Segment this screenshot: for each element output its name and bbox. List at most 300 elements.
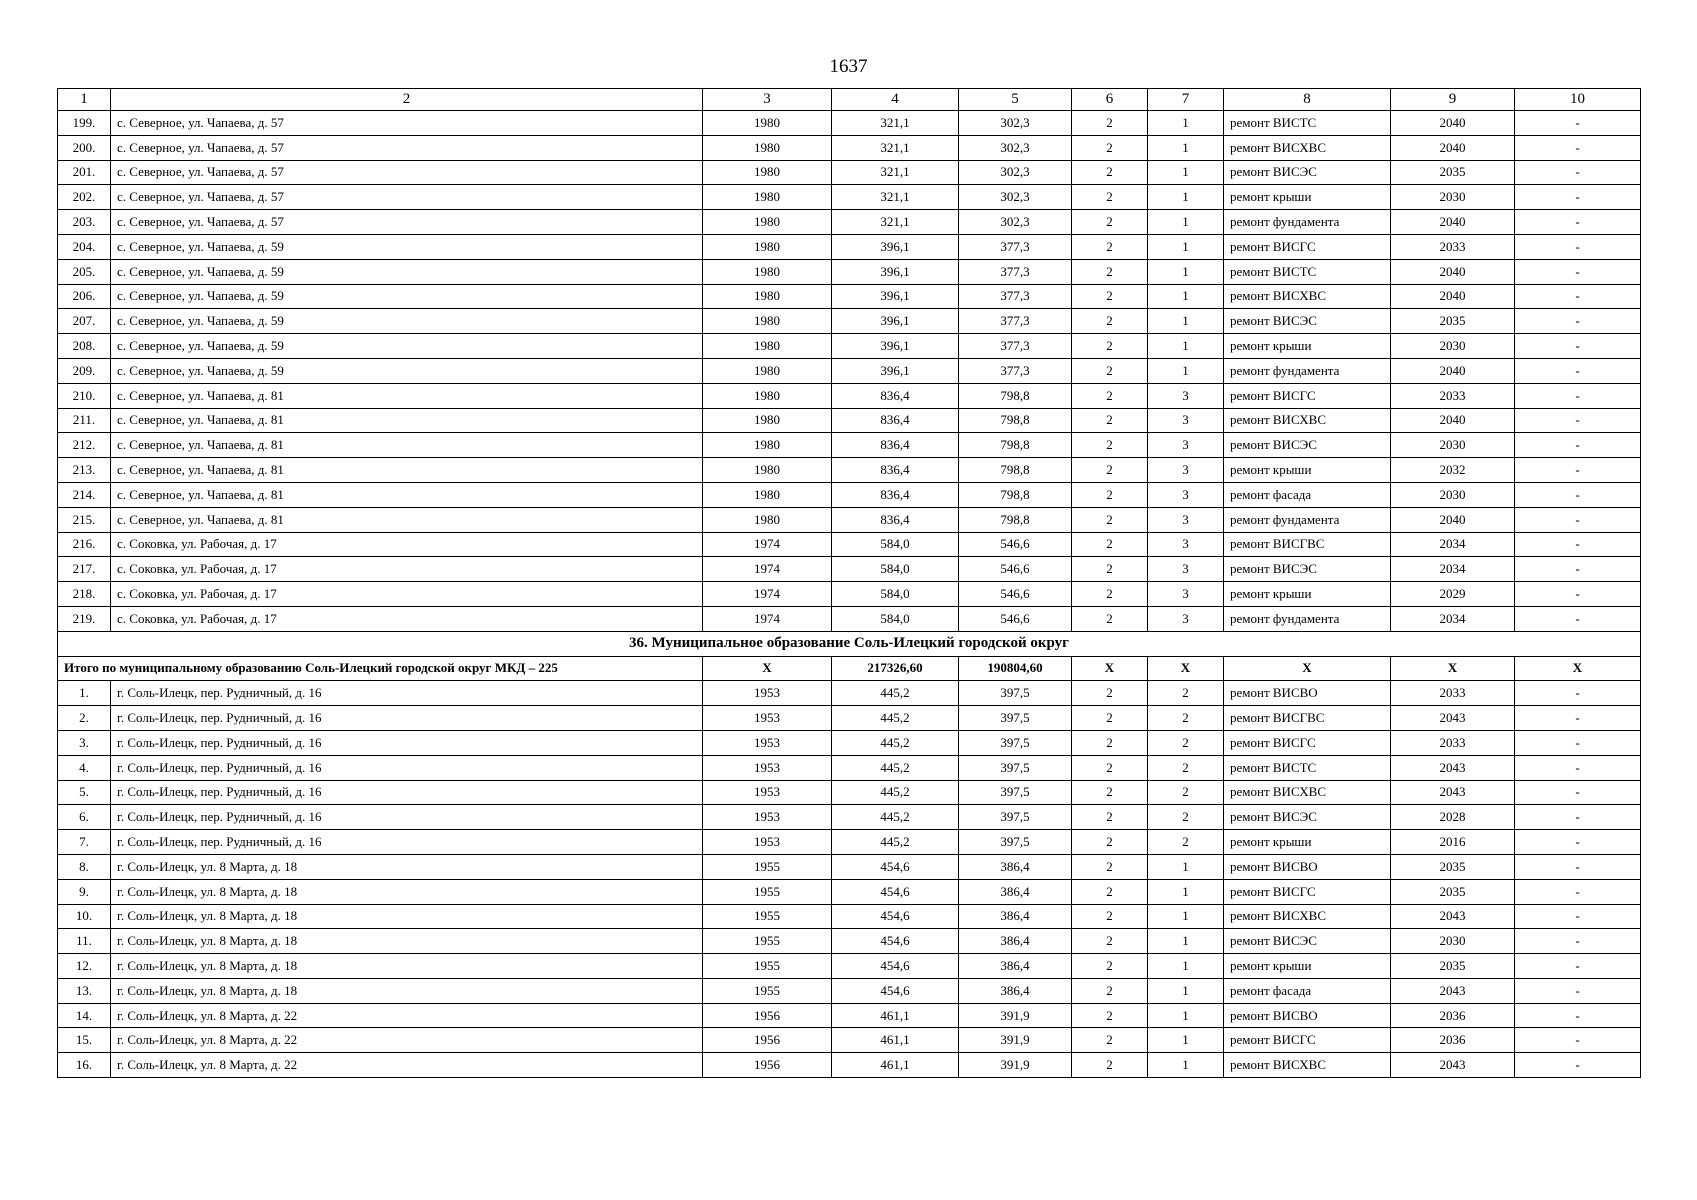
table-row	[58, 458, 1641, 483]
total-area-cell: 836,4	[832, 507, 959, 532]
planned-year-cell: 2034	[1391, 532, 1515, 557]
table-row	[58, 507, 1641, 532]
entrances-cell: 1	[1148, 135, 1224, 160]
header-cell: 3	[703, 89, 832, 111]
entrances-cell: 2	[1148, 780, 1224, 805]
work-type-cell: ремонт фундамента	[1224, 210, 1391, 235]
note-cell: -	[1515, 780, 1641, 805]
living-area-cell: 391,9	[959, 1028, 1072, 1053]
row-number-cell: 7.	[58, 830, 111, 855]
year-built-cell: 1980	[703, 507, 832, 532]
total-area-cell: 836,4	[832, 408, 959, 433]
year-built-cell: 1980	[703, 309, 832, 334]
note-cell: -	[1515, 458, 1641, 483]
work-type-cell: ремонт ВИСЭС	[1224, 160, 1391, 185]
note-cell: -	[1515, 111, 1641, 136]
work-type-cell: ремонт ВИСВО	[1224, 854, 1391, 879]
table-row	[58, 532, 1641, 557]
work-type-cell: ремонт крыши	[1224, 334, 1391, 359]
living-area-cell: 397,5	[959, 730, 1072, 755]
year-built-cell: 1980	[703, 111, 832, 136]
planned-year-cell: 2040	[1391, 358, 1515, 383]
address-cell: г. Соль-Илецк, ул. 8 Марта, д. 18	[111, 854, 703, 879]
entrances-cell: 3	[1148, 482, 1224, 507]
row-number-cell: 201.	[58, 160, 111, 185]
address-cell: с. Северное, ул. Чапаева, д. 81	[111, 383, 703, 408]
work-type-cell: ремонт фундамента	[1224, 507, 1391, 532]
living-area-cell: 386,4	[959, 904, 1072, 929]
total-area-cell: 321,1	[832, 210, 959, 235]
total-area-cell: 454,6	[832, 904, 959, 929]
total-cell: Х	[1391, 656, 1515, 681]
table-row	[58, 706, 1641, 731]
column-number-header-row	[58, 89, 1641, 111]
total-cell: Х	[1072, 656, 1148, 681]
work-type-cell: ремонт ВИСТС	[1224, 755, 1391, 780]
floors-cell: 2	[1072, 1053, 1148, 1078]
note-cell: -	[1515, 135, 1641, 160]
row-number-cell: 215.	[58, 507, 111, 532]
address-cell: с. Северное, ул. Чапаева, д. 81	[111, 458, 703, 483]
year-built-cell: 1953	[703, 805, 832, 830]
floors-cell: 2	[1072, 755, 1148, 780]
row-number-cell: 209.	[58, 358, 111, 383]
section-title: 36. Муниципальное образование Соль-Илецкий городской округ	[58, 631, 1641, 656]
total-area-cell: 321,1	[832, 160, 959, 185]
entrances-cell: 1	[1148, 284, 1224, 309]
address-cell: с. Соковка, ул. Рабочая, д. 17	[111, 606, 703, 631]
total-area-cell: 445,2	[832, 730, 959, 755]
row-number-cell: 3.	[58, 730, 111, 755]
planned-year-cell: 2040	[1391, 284, 1515, 309]
header-cell: 1	[58, 89, 111, 111]
work-type-cell: ремонт ВИСХВС	[1224, 780, 1391, 805]
note-cell: -	[1515, 408, 1641, 433]
total-area-cell: 836,4	[832, 433, 959, 458]
row-number-cell: 11.	[58, 929, 111, 954]
work-type-cell: ремонт фундамента	[1224, 606, 1391, 631]
planned-year-cell: 2030	[1391, 334, 1515, 359]
floors-cell: 2	[1072, 929, 1148, 954]
row-number-cell: 211.	[58, 408, 111, 433]
note-cell: -	[1515, 904, 1641, 929]
planned-year-cell: 2029	[1391, 582, 1515, 607]
total-area-cell: 396,1	[832, 358, 959, 383]
year-built-cell: 1974	[703, 557, 832, 582]
row-number-cell: 210.	[58, 383, 111, 408]
row-number-cell: 199.	[58, 111, 111, 136]
planned-year-cell: 2040	[1391, 259, 1515, 284]
floors-cell: 2	[1072, 135, 1148, 160]
table-row	[58, 160, 1641, 185]
total-area-cell: 836,4	[832, 458, 959, 483]
year-built-cell: 1980	[703, 135, 832, 160]
note-cell: -	[1515, 358, 1641, 383]
note-cell: -	[1515, 284, 1641, 309]
table-row	[58, 557, 1641, 582]
row-number-cell: 208.	[58, 334, 111, 359]
year-built-cell: 1980	[703, 408, 832, 433]
entrances-cell: 3	[1148, 582, 1224, 607]
header-cell: 5	[959, 89, 1072, 111]
entrances-cell: 1	[1148, 160, 1224, 185]
table-row	[58, 879, 1641, 904]
entrances-cell: 2	[1148, 706, 1224, 731]
section-row	[58, 631, 1641, 656]
floors-cell: 2	[1072, 210, 1148, 235]
note-cell: -	[1515, 507, 1641, 532]
address-cell: с. Северное, ул. Чапаева, д. 57	[111, 210, 703, 235]
note-cell: -	[1515, 234, 1641, 259]
row-number-cell: 205.	[58, 259, 111, 284]
row-number-cell: 216.	[58, 532, 111, 557]
floors-cell: 2	[1072, 234, 1148, 259]
entrances-cell: 1	[1148, 334, 1224, 359]
entrances-cell: 3	[1148, 433, 1224, 458]
living-area-cell: 397,5	[959, 780, 1072, 805]
living-area-cell: 386,4	[959, 978, 1072, 1003]
total-area-cell: 396,1	[832, 309, 959, 334]
table-row	[58, 681, 1641, 706]
header-cell: 4	[832, 89, 959, 111]
planned-year-cell: 2033	[1391, 234, 1515, 259]
total-area-cell: 454,6	[832, 954, 959, 979]
table-row	[58, 383, 1641, 408]
floors-cell: 2	[1072, 160, 1148, 185]
note-cell: -	[1515, 383, 1641, 408]
floors-cell: 2	[1072, 284, 1148, 309]
living-area-cell: 302,3	[959, 135, 1072, 160]
total-area-cell: 584,0	[832, 606, 959, 631]
floors-cell: 2	[1072, 358, 1148, 383]
entrances-cell: 1	[1148, 929, 1224, 954]
floors-cell: 2	[1072, 954, 1148, 979]
year-built-cell: 1980	[703, 259, 832, 284]
year-built-cell: 1953	[703, 730, 832, 755]
floors-cell: 2	[1072, 830, 1148, 855]
living-area-cell: 397,5	[959, 805, 1072, 830]
note-cell: -	[1515, 879, 1641, 904]
table-row	[58, 210, 1641, 235]
planned-year-cell: 2033	[1391, 681, 1515, 706]
work-type-cell: ремонт ВИСГВС	[1224, 706, 1391, 731]
floors-cell: 2	[1072, 978, 1148, 1003]
total-area-cell: 461,1	[832, 1053, 959, 1078]
planned-year-cell: 2043	[1391, 706, 1515, 731]
address-cell: г. Соль-Илецк, ул. 8 Марта, д. 18	[111, 879, 703, 904]
address-cell: г. Соль-Илецк, ул. 8 Марта, д. 18	[111, 954, 703, 979]
year-built-cell: 1980	[703, 383, 832, 408]
total-area-cell: 836,4	[832, 383, 959, 408]
planned-year-cell: 2040	[1391, 210, 1515, 235]
table-row	[58, 606, 1641, 631]
floors-cell: 2	[1072, 383, 1148, 408]
address-cell: г. Соль-Илецк, пер. Рудничный, д. 16	[111, 830, 703, 855]
entrances-cell: 1	[1148, 954, 1224, 979]
planned-year-cell: 2033	[1391, 730, 1515, 755]
entrances-cell: 1	[1148, 358, 1224, 383]
work-type-cell: ремонт крыши	[1224, 185, 1391, 210]
table-body	[58, 89, 1641, 1078]
entrances-cell: 1	[1148, 879, 1224, 904]
note-cell: -	[1515, 1028, 1641, 1053]
row-number-cell: 203.	[58, 210, 111, 235]
address-cell: г. Соль-Илецк, пер. Рудничный, д. 16	[111, 706, 703, 731]
address-cell: г. Соль-Илецк, пер. Рудничный, д. 16	[111, 805, 703, 830]
year-built-cell: 1980	[703, 433, 832, 458]
address-cell: с. Северное, ул. Чапаева, д. 81	[111, 433, 703, 458]
living-area-cell: 397,5	[959, 681, 1072, 706]
total-area-cell: 321,1	[832, 185, 959, 210]
table-row	[58, 730, 1641, 755]
table-row	[58, 978, 1641, 1003]
living-area-cell: 546,6	[959, 557, 1072, 582]
work-type-cell: ремонт ВИСГВС	[1224, 532, 1391, 557]
living-area-cell: 397,5	[959, 755, 1072, 780]
address-cell: г. Соль-Илецк, ул. 8 Марта, д. 22	[111, 1053, 703, 1078]
year-built-cell: 1980	[703, 358, 832, 383]
year-built-cell: 1955	[703, 879, 832, 904]
floors-cell: 2	[1072, 259, 1148, 284]
work-type-cell: ремонт ВИСХВС	[1224, 135, 1391, 160]
table-row	[58, 830, 1641, 855]
address-cell: г. Соль-Илецк, пер. Рудничный, д. 16	[111, 730, 703, 755]
work-type-cell: ремонт ВИСХВС	[1224, 284, 1391, 309]
year-built-cell: 1974	[703, 532, 832, 557]
total-cell: 190804,60	[959, 656, 1072, 681]
address-cell: г. Соль-Илецк, ул. 8 Марта, д. 18	[111, 978, 703, 1003]
entrances-cell: 3	[1148, 532, 1224, 557]
entrances-cell: 1	[1148, 259, 1224, 284]
planned-year-cell: 2030	[1391, 185, 1515, 210]
planned-year-cell: 2033	[1391, 383, 1515, 408]
note-cell: -	[1515, 805, 1641, 830]
year-built-cell: 1953	[703, 681, 832, 706]
work-type-cell: ремонт ВИСГС	[1224, 730, 1391, 755]
table-row	[58, 805, 1641, 830]
living-area-cell: 798,8	[959, 433, 1072, 458]
work-type-cell: ремонт крыши	[1224, 458, 1391, 483]
floors-cell: 2	[1072, 730, 1148, 755]
living-area-cell: 377,3	[959, 309, 1072, 334]
row-number-cell: 13.	[58, 978, 111, 1003]
row-number-cell: 206.	[58, 284, 111, 309]
table-row	[58, 284, 1641, 309]
living-area-cell: 386,4	[959, 854, 1072, 879]
planned-year-cell: 2040	[1391, 135, 1515, 160]
floors-cell: 2	[1072, 433, 1148, 458]
address-cell: с. Северное, ул. Чапаева, д. 59	[111, 284, 703, 309]
work-type-cell: ремонт ВИСЭС	[1224, 309, 1391, 334]
total-area-cell: 445,2	[832, 681, 959, 706]
living-area-cell: 798,8	[959, 458, 1072, 483]
floors-cell: 2	[1072, 111, 1148, 136]
year-built-cell: 1980	[703, 284, 832, 309]
table-row	[58, 582, 1641, 607]
row-number-cell: 5.	[58, 780, 111, 805]
planned-year-cell: 2028	[1391, 805, 1515, 830]
address-cell: г. Соль-Илецк, ул. 8 Марта, д. 22	[111, 1003, 703, 1028]
planned-year-cell: 2030	[1391, 929, 1515, 954]
table-row	[58, 482, 1641, 507]
address-cell: с. Северное, ул. Чапаева, д. 81	[111, 408, 703, 433]
table-row	[58, 755, 1641, 780]
address-cell: с. Соковка, ул. Рабочая, д. 17	[111, 532, 703, 557]
year-built-cell: 1956	[703, 1003, 832, 1028]
row-number-cell: 6.	[58, 805, 111, 830]
work-type-cell: ремонт ВИСХВС	[1224, 904, 1391, 929]
address-cell: с. Северное, ул. Чапаева, д. 81	[111, 482, 703, 507]
entrances-cell: 2	[1148, 755, 1224, 780]
living-area-cell: 377,3	[959, 234, 1072, 259]
note-cell: -	[1515, 978, 1641, 1003]
floors-cell: 2	[1072, 507, 1148, 532]
work-type-cell: ремонт фундамента	[1224, 358, 1391, 383]
floors-cell: 2	[1072, 408, 1148, 433]
year-built-cell: 1974	[703, 606, 832, 631]
entrances-cell: 1	[1148, 1003, 1224, 1028]
floors-cell: 2	[1072, 185, 1148, 210]
total-area-cell: 445,2	[832, 706, 959, 731]
entrances-cell: 2	[1148, 805, 1224, 830]
header-cell: 10	[1515, 89, 1641, 111]
table-row	[58, 135, 1641, 160]
table-row	[58, 358, 1641, 383]
note-cell: -	[1515, 532, 1641, 557]
planned-year-cell: 2036	[1391, 1003, 1515, 1028]
planned-year-cell: 2034	[1391, 557, 1515, 582]
table-row	[58, 1003, 1641, 1028]
note-cell: -	[1515, 1053, 1641, 1078]
header-cell: 9	[1391, 89, 1515, 111]
entrances-cell: 1	[1148, 1053, 1224, 1078]
row-number-cell: 16.	[58, 1053, 111, 1078]
year-built-cell: 1980	[703, 482, 832, 507]
floors-cell: 2	[1072, 1003, 1148, 1028]
planned-year-cell: 2040	[1391, 408, 1515, 433]
entrances-cell: 1	[1148, 234, 1224, 259]
floors-cell: 2	[1072, 706, 1148, 731]
work-type-cell: ремонт фасада	[1224, 482, 1391, 507]
note-cell: -	[1515, 730, 1641, 755]
address-cell: г. Соль-Илецк, ул. 8 Марта, д. 18	[111, 904, 703, 929]
row-number-cell: 9.	[58, 879, 111, 904]
planned-year-cell: 2016	[1391, 830, 1515, 855]
note-cell: -	[1515, 210, 1641, 235]
entrances-cell: 1	[1148, 854, 1224, 879]
entrances-cell: 1	[1148, 978, 1224, 1003]
living-area-cell: 798,8	[959, 383, 1072, 408]
address-cell: с. Северное, ул. Чапаева, д. 59	[111, 259, 703, 284]
floors-cell: 2	[1072, 854, 1148, 879]
entrances-cell: 2	[1148, 730, 1224, 755]
address-cell: с. Северное, ул. Чапаева, д. 59	[111, 234, 703, 259]
total-cell: Х	[703, 656, 832, 681]
note-cell: -	[1515, 706, 1641, 731]
entrances-cell: 1	[1148, 1028, 1224, 1053]
note-cell: -	[1515, 160, 1641, 185]
planned-year-cell: 2035	[1391, 309, 1515, 334]
year-built-cell: 1980	[703, 234, 832, 259]
total-cell: 217326,60	[832, 656, 959, 681]
entrances-cell: 3	[1148, 557, 1224, 582]
note-cell: -	[1515, 582, 1641, 607]
address-cell: с. Северное, ул. Чапаева, д. 57	[111, 111, 703, 136]
planned-year-cell: 2035	[1391, 879, 1515, 904]
living-area-cell: 546,6	[959, 582, 1072, 607]
note-cell: -	[1515, 259, 1641, 284]
year-built-cell: 1980	[703, 334, 832, 359]
note-cell: -	[1515, 606, 1641, 631]
total-area-cell: 461,1	[832, 1003, 959, 1028]
work-type-cell: ремонт ВИСГС	[1224, 383, 1391, 408]
address-cell: г. Соль-Илецк, пер. Рудничный, д. 16	[111, 755, 703, 780]
note-cell: -	[1515, 482, 1641, 507]
planned-year-cell: 2043	[1391, 978, 1515, 1003]
table-row	[58, 259, 1641, 284]
address-cell: с. Северное, ул. Чапаева, д. 81	[111, 507, 703, 532]
entrances-cell: 3	[1148, 507, 1224, 532]
entrances-cell: 2	[1148, 681, 1224, 706]
row-number-cell: 212.	[58, 433, 111, 458]
living-area-cell: 798,8	[959, 408, 1072, 433]
planned-year-cell: 2040	[1391, 507, 1515, 532]
row-number-cell: 214.	[58, 482, 111, 507]
row-number-cell: 213.	[58, 458, 111, 483]
total-area-cell: 396,1	[832, 259, 959, 284]
floors-cell: 2	[1072, 904, 1148, 929]
work-type-cell: ремонт крыши	[1224, 582, 1391, 607]
address-cell: г. Соль-Илецк, ул. 8 Марта, д. 18	[111, 929, 703, 954]
row-number-cell: 218.	[58, 582, 111, 607]
planned-year-cell: 2035	[1391, 854, 1515, 879]
year-built-cell: 1980	[703, 210, 832, 235]
note-cell: -	[1515, 309, 1641, 334]
header-cell: 6	[1072, 89, 1148, 111]
address-cell: с. Северное, ул. Чапаева, д. 57	[111, 185, 703, 210]
planned-year-cell: 2030	[1391, 433, 1515, 458]
table-row	[58, 854, 1641, 879]
row-number-cell: 12.	[58, 954, 111, 979]
work-type-cell: ремонт ВИСЭС	[1224, 929, 1391, 954]
total-area-cell: 584,0	[832, 557, 959, 582]
row-number-cell: 217.	[58, 557, 111, 582]
planned-year-cell: 2043	[1391, 904, 1515, 929]
entrances-cell: 1	[1148, 210, 1224, 235]
total-area-cell: 454,6	[832, 879, 959, 904]
total-row	[58, 656, 1641, 681]
year-built-cell: 1956	[703, 1028, 832, 1053]
floors-cell: 2	[1072, 557, 1148, 582]
planned-year-cell: 2043	[1391, 1053, 1515, 1078]
floors-cell: 2	[1072, 879, 1148, 904]
table-row	[58, 334, 1641, 359]
living-area-cell: 546,6	[959, 606, 1072, 631]
row-number-cell: 2.	[58, 706, 111, 731]
planned-year-cell: 2035	[1391, 954, 1515, 979]
floors-cell: 2	[1072, 606, 1148, 631]
planned-year-cell: 2036	[1391, 1028, 1515, 1053]
note-cell: -	[1515, 954, 1641, 979]
living-area-cell: 397,5	[959, 706, 1072, 731]
table-row	[58, 408, 1641, 433]
total-area-cell: 396,1	[832, 234, 959, 259]
year-built-cell: 1980	[703, 160, 832, 185]
address-cell: с. Соковка, ул. Рабочая, д. 17	[111, 582, 703, 607]
living-area-cell: 302,3	[959, 160, 1072, 185]
header-cell: 7	[1148, 89, 1224, 111]
work-type-cell: ремонт ВИСХВС	[1224, 1053, 1391, 1078]
